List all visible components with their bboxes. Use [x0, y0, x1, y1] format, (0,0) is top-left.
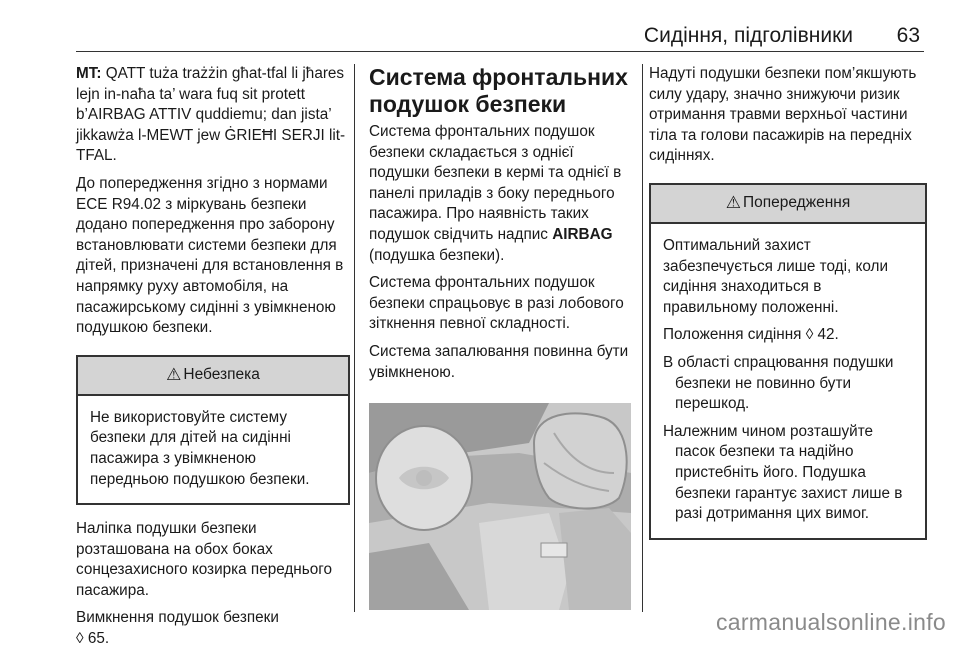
- column-left: [76, 64, 350, 657]
- header-title: Сидіння, підголівники: [643, 24, 853, 47]
- reference-arrow-icon: ◊: [76, 630, 84, 648]
- airbag-label: AIRBAG: [552, 225, 613, 243]
- column-right: [649, 64, 927, 554]
- warning-text-4: Належним чином розташуйте пасок безпеки та надійно пристебніть його. Подушка безпеки гарантує захист лише в разі дотримання цих вимог.: [663, 422, 903, 523]
- page-ref-link[interactable]: 42.: [817, 326, 839, 344]
- danger-text: Не використовуйте систему безпеки для дітей на сидінні пасажира з увімкненою передньою подушкою безпеки.: [90, 408, 310, 488]
- system-paragraph: Система фронтальних подушок безпеки складається з однієї подушки безпеки в кермі та однієї в панелі приладів з боку переднього пасажира. Про наявність таких подушок свідчить надпис AIRBAG (подушка безпеки).: [369, 123, 622, 264]
- section-title: Система фронтальних подушок безпеки: [369, 64, 628, 117]
- mt-paragraph: [76, 64, 350, 167]
- danger-box-body: [78, 396, 348, 503]
- page-header: [0, 0, 960, 48]
- deactivation-text: Вимкнення подушок безпеки: [76, 609, 279, 627]
- airbag-figure-svg: [369, 403, 631, 610]
- header-rule: [76, 51, 924, 52]
- danger-box-header: [78, 357, 348, 396]
- warning-text-3: В області спрацювання подушки безпеки не повинно бути перешкод.: [663, 353, 894, 413]
- reference-arrow-icon: ◊: [805, 326, 814, 344]
- warning-title: Попередження: [743, 194, 851, 212]
- warning-triangle-icon: ⚠: [725, 193, 741, 213]
- column-divider: [354, 64, 355, 612]
- warning-box: [649, 183, 927, 540]
- danger-title: Небезпека: [183, 365, 260, 383]
- deactivation-paragraph: [76, 608, 350, 649]
- mt-text: QATT tuża trażżin għat-tfal li jħares lejn in-naħa ta’ wara fuq sit protett b’AIRBAG ATTIV quddiemu; dan jista’ jikkawża l-MEWT jew ĠRIEĦI SERJI lit-TFAL.: [76, 65, 346, 165]
- danger-box: [76, 355, 350, 505]
- sticker-paragraph: Наліпка подушки безпеки розташована на обох боках сонцезахисного козирка переднього пасажира.: [76, 520, 332, 599]
- page-number: 63: [896, 24, 920, 47]
- page-ref-link[interactable]: 65.: [87, 630, 110, 648]
- ece-paragraph: До попередження згідно з нормами ECE R94.02 з міркувань безпеки додано попередження про заборону встановлювати системи безпеки для дітей, призначені для встановлення в напрямку руху автомобіля, на пасажирському сидінні з увімкненою подушкою безпеки.: [76, 174, 344, 337]
- warning-box-header: [651, 185, 925, 224]
- warning-box-body: [651, 224, 925, 538]
- warning-text-2: Положення сидіння ◊ 42.: [663, 326, 839, 344]
- column-divider: [642, 64, 643, 612]
- airbag-illustration: [369, 403, 631, 610]
- trigger-paragraph: Система фронтальних подушок безпеки спрацьовує в разі лобового зіткнення певної складності.: [369, 274, 624, 333]
- warning-triangle-icon: ⚠: [166, 364, 182, 384]
- mt-label: MT:: [76, 65, 102, 82]
- ignition-paragraph: Система запалювання повинна бути увімкненою.: [369, 342, 629, 381]
- protection-paragraph: Надуті подушки безпеки пом’якшують силу удару, значно знижуючи ризик отримання травми верхньої частини тіла та голови пасажирів на передніх сидіннях.: [649, 65, 917, 165]
- warning-text-1: Оптимальний захист забезпечується лише тоді, коли сидіння знаходиться в правильному положенні.: [663, 236, 888, 316]
- watermark: carmanualsonline.info: [715, 609, 946, 635]
- column-middle: [369, 64, 635, 610]
